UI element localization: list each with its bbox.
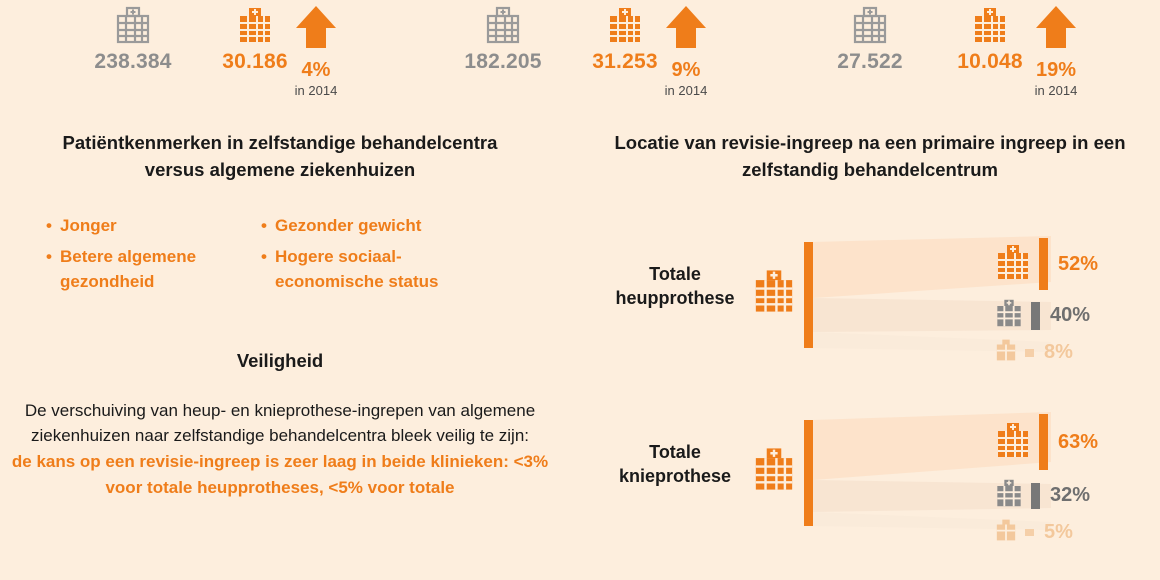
flow-chart-knee [580, 398, 1160, 548]
dest-row-3 [995, 338, 1073, 367]
dest-row-1 [995, 238, 1098, 290]
arrow-stat-2 [640, 4, 732, 98]
dest-percent: 32% [1050, 484, 1091, 506]
left-panel-title: Patiëntkenmerken in zelfstandige behandelcentra versus algemene ziekenhuizen [62, 132, 498, 180]
hospital-grey-icon [995, 298, 1023, 333]
right-panel-title: Locatie van revisie-ingreep na een primaire ingreep in een zelfstandig behandelcentrum [614, 132, 1126, 180]
hospital-outline-icon [68, 0, 198, 44]
stat-value: 27.522 [837, 50, 903, 73]
arrow-sublabel: in 2014 [1034, 83, 1078, 98]
left-panel [0, 130, 560, 501]
stat-value: 31.253 [592, 50, 658, 73]
stat-item-1 [438, 0, 568, 74]
up-arrow-icon [1010, 4, 1102, 55]
dest-bar [1025, 349, 1034, 357]
bullet-column-left [46, 214, 261, 302]
hospital-filled-icon [995, 421, 1031, 464]
dest-bar [1031, 302, 1040, 330]
hospital-outline-icon [805, 0, 935, 44]
up-arrow-icon [640, 4, 732, 55]
hospital-filled-icon [752, 446, 796, 497]
patient-characteristics-bullets [0, 214, 560, 302]
source-bar [804, 242, 813, 348]
list-item: • Hogere sociaal-economische status [261, 245, 476, 294]
dest-percent: 63% [1058, 430, 1099, 453]
arrow-stat-3 [1010, 4, 1102, 98]
hospital-outline-icon [438, 0, 568, 44]
source-bar [804, 420, 813, 526]
dest-percent: 40% [1050, 304, 1091, 326]
arrow-percent: 9% [671, 59, 701, 81]
dest-percent: 5% [1044, 521, 1073, 543]
arrow-sublabel: in 2014 [664, 83, 708, 98]
hospital-filled-icon [995, 243, 1031, 286]
arrow-stat-1 [270, 4, 362, 98]
safety-paragraph-highlight: de kans op een revisie-ingreep is zeer laag in beide klinieken: <3% voor totale heupprotheses, <5% voor totale [11, 452, 549, 498]
dest-bar [1039, 414, 1048, 470]
arrow-percent: 4% [301, 59, 331, 81]
dest-row-3 [995, 518, 1073, 547]
arrow-percent: 19% [1035, 59, 1077, 81]
dest-row-2 [995, 298, 1090, 333]
dest-bar [1031, 483, 1040, 509]
safety-section-heading: Veiligheid [236, 349, 324, 371]
hospital-filled-icon [752, 268, 796, 319]
up-arrow-icon [270, 4, 362, 55]
dest-percent: 52% [1058, 252, 1099, 275]
bullet-column-right [261, 214, 476, 302]
hospital-grey-icon [995, 478, 1023, 513]
stat-value: 30.186 [222, 50, 288, 73]
stat-item-1 [68, 0, 198, 74]
dest-bar [1039, 238, 1048, 290]
list-item: • Betere algemene gezondheid [46, 245, 261, 294]
hospital-light-icon [995, 338, 1017, 367]
safety-paragraph: De verschuiving van heup- en knieprothese-ingrepen van algemene ziekenhuizen naar zelfstandige behandelcentra bleek veilig te zijn: [24, 400, 536, 446]
right-panel [580, 130, 1160, 543]
top-stats-strip [0, 0, 1160, 112]
flow-label: Totale heupprothese [615, 264, 735, 309]
list-item: • Gezonder gewicht [261, 214, 476, 239]
stat-item-1 [805, 0, 935, 74]
stat-value: 182.205 [464, 50, 542, 73]
flow-label: Totale knieprothese [618, 442, 732, 487]
dest-bar [1025, 529, 1034, 536]
dest-row-1 [995, 414, 1098, 470]
stat-value: 10.048 [957, 50, 1023, 73]
stat-value: 238.384 [94, 50, 172, 73]
list-item: • Jonger [46, 214, 261, 239]
dest-percent: 8% [1044, 341, 1073, 363]
dest-row-2 [995, 478, 1090, 513]
stat-group-1 [40, 0, 390, 112]
arrow-sublabel: in 2014 [294, 83, 338, 98]
flow-chart-hip [580, 220, 1160, 370]
hospital-light-icon [995, 518, 1017, 547]
stat-group-3 [795, 0, 1145, 112]
stat-group-2 [410, 0, 760, 112]
